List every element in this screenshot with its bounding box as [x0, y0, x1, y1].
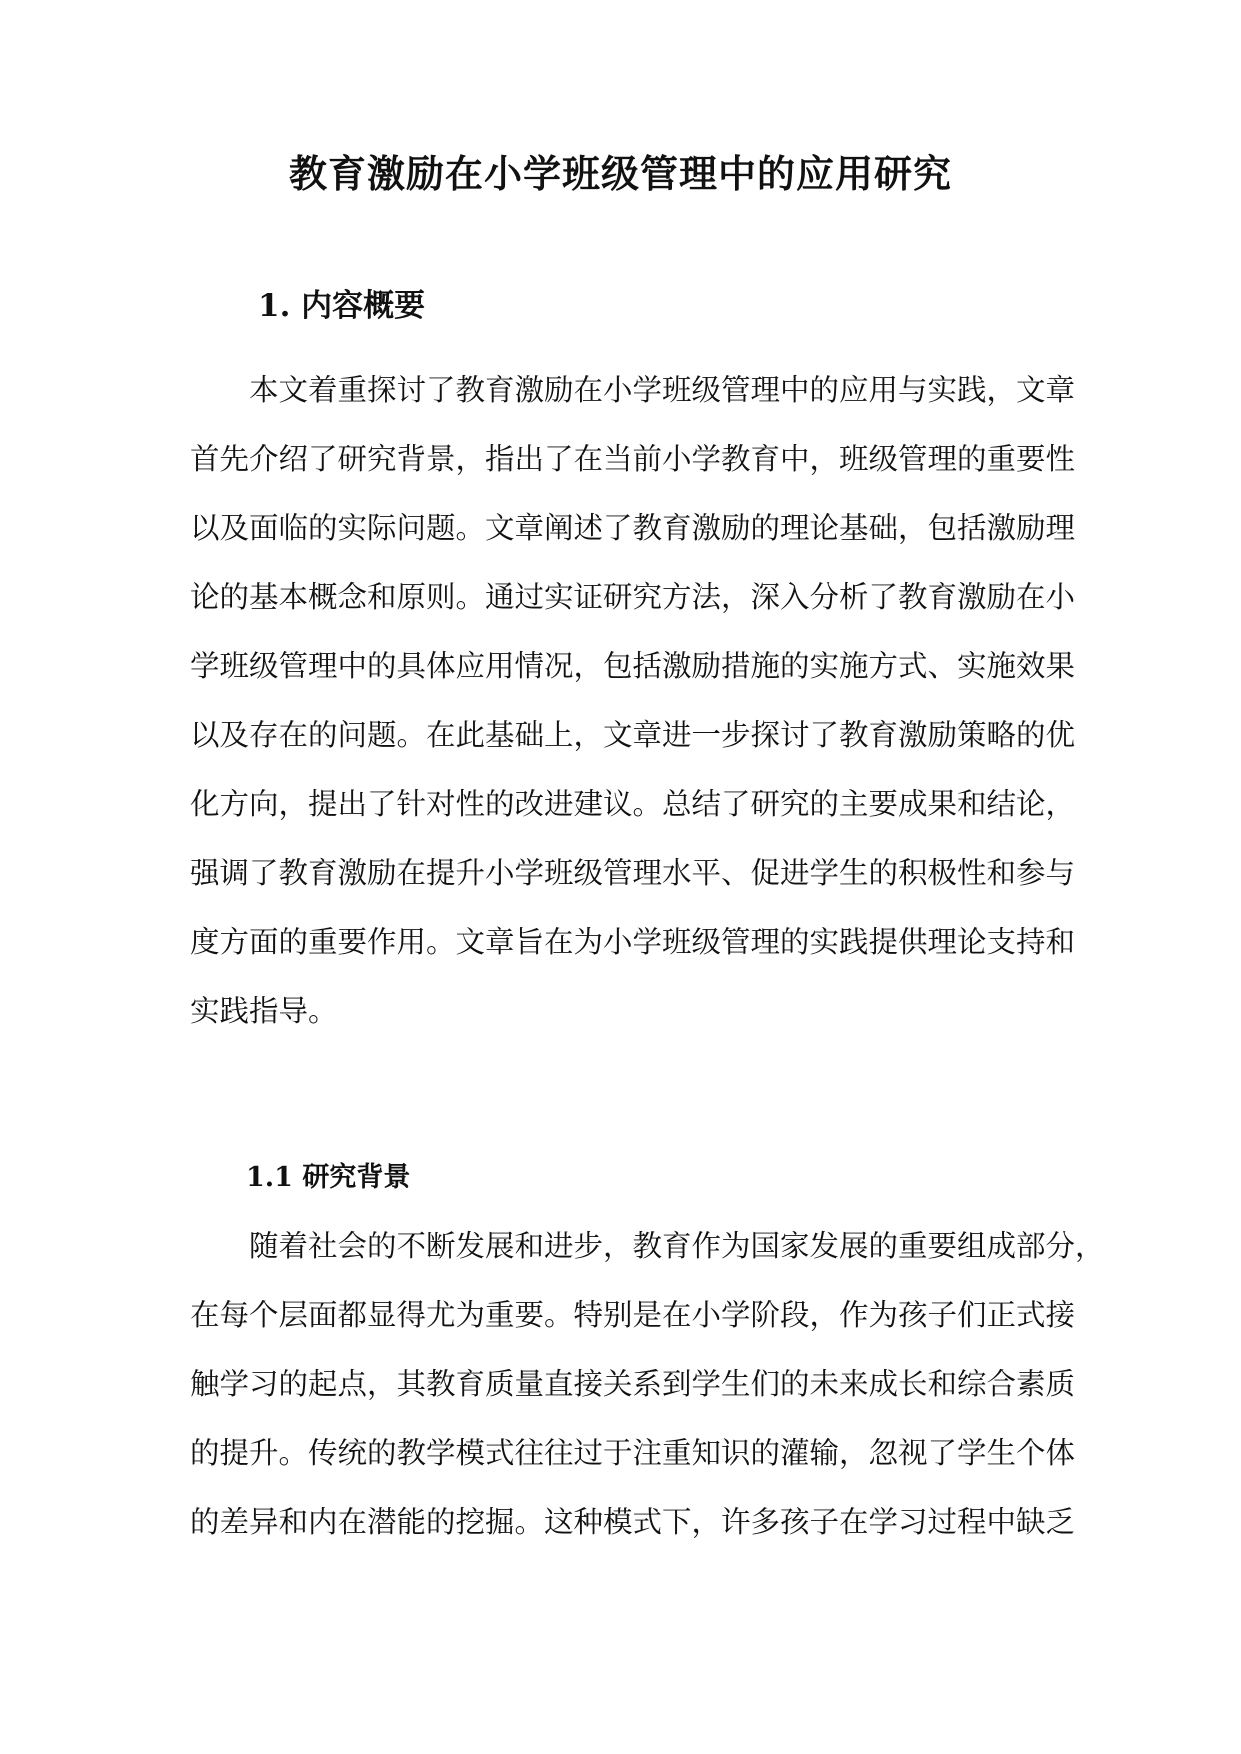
paragraph-line: 的提升。传统的教学模式往往过于注重知识的灌输，忽视了学生个体	[190, 1436, 1076, 1470]
paragraph-line: 触学习的起点，其教育质量直接关系到学生们的未来成长和综合素质	[190, 1367, 1076, 1401]
paragraph-line: 的差异和内在潜能的挖掘。这种模式下，许多孩子在学习过程中缺乏	[190, 1505, 1076, 1539]
paragraph-line: 以及存在的问题。在此基础上，文章进一步探讨了教育激励策略的优	[190, 718, 1076, 752]
document-title: 教育激励在小学班级管理中的应用研究	[288, 151, 952, 196]
paragraph-line: 本文着重探讨了教育激励在小学班级管理中的应用与实践，文章	[249, 373, 1076, 407]
section-heading-background: 1.1 研究背景	[246, 1162, 411, 1193]
paragraph-line: 化方向，提出了针对性的改进建议。总结了研究的主要成果和结论，	[190, 787, 1076, 821]
paragraph-line: 首先介绍了研究背景，指出了在当前小学教育中，班级管理的重要性	[190, 442, 1076, 476]
paragraph-line: 论的基本概念和原则。通过实证研究方法，深入分析了教育激励在小	[190, 580, 1076, 614]
paragraph-line: 强调了教育激励在提升小学班级管理水平、促进学生的积极性和参与	[190, 856, 1076, 890]
paragraph-line: 以及面临的实际问题。文章阐述了教育激励的理论基础，包括激励理	[190, 511, 1076, 545]
paragraph-line: 度方面的重要作用。文章旨在为小学班级管理的实践提供理论支持和	[190, 925, 1076, 959]
paragraph-line: 随着社会的不断发展和进步，教育作为国家发展的重要组成部分，	[249, 1229, 1105, 1263]
section-heading-overview: 1. 内容概要	[258, 288, 426, 324]
paragraph-line: 学班级管理中的具体应用情况，包括激励措施的实施方式、实施效果	[190, 649, 1076, 683]
paragraph-line: 实践指导。	[190, 994, 338, 1028]
paragraph-overview	[190, 356, 1076, 1046]
paragraph-line: 在每个层面都显得尤为重要。特别是在小学阶段，作为孩子们正式接	[190, 1298, 1076, 1332]
paragraph-background	[190, 1212, 1105, 1557]
